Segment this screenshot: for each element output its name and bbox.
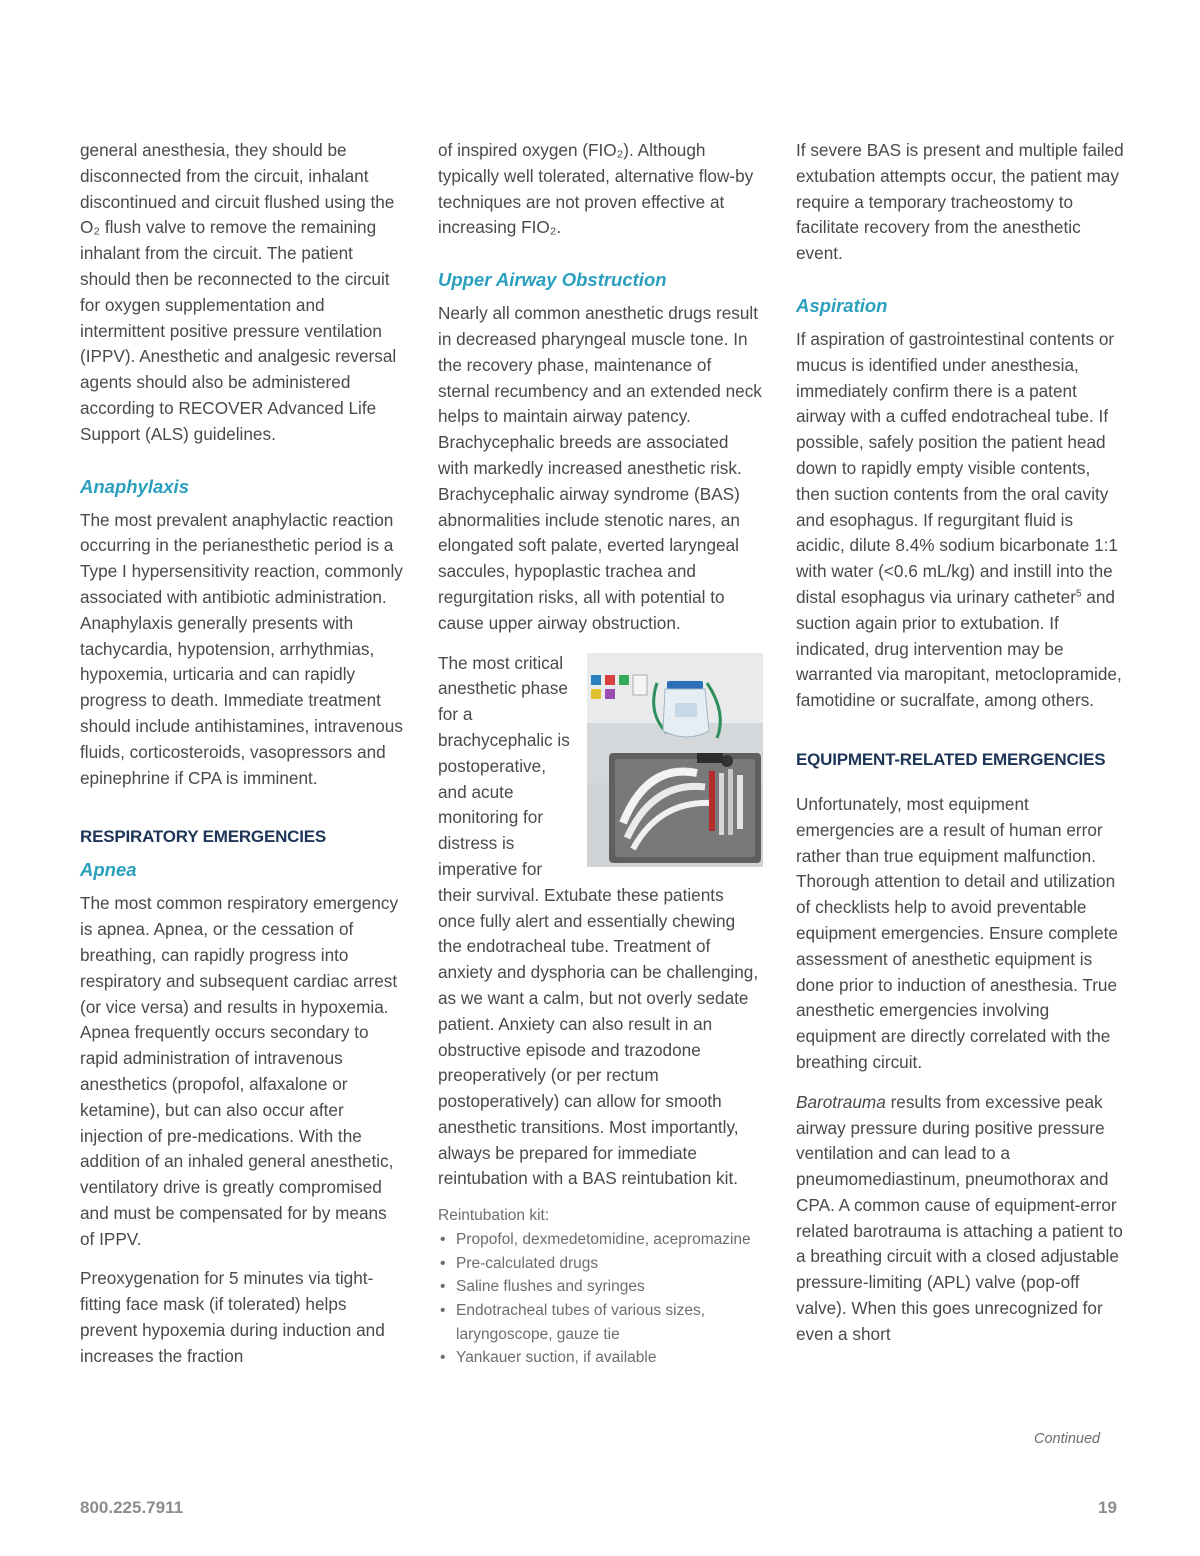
aspiration-paragraph xyxy=(796,327,1126,714)
list-item: • Yankauer suction, if available xyxy=(438,1346,763,1370)
preoxygenation-paragraph: Preoxygenation for 5 minutes via tight-fitting face mask (if tolerated) helps prevent hypoxemia during induction and increases the fraction xyxy=(80,1268,385,1366)
footnote-reference: 5 xyxy=(1075,588,1082,600)
footer-phone: 800.225.7911 xyxy=(80,1498,184,1517)
continued-label: Continued xyxy=(1034,1431,1101,1447)
column-2 xyxy=(438,138,763,1370)
apnea-heading: Apnea xyxy=(80,859,137,881)
equipment-emergencies-heading: EQUIPMENT-RELATED EMERGENCIES xyxy=(796,749,1106,769)
anaphylaxis-paragraph: The most prevalent anaphylactic reaction occurring in the perianesthetic period is a Type I hypersensitivity reaction, commonly associated with antibiotic administration. Anaphylaxis generally presents with tachycardia, hypotension, arrhythmias, hypoxemia, urticaria and can rapidly progress to death. Immediate treatment should include antihistamines, intravenous fluids, corticosteroids, vasopressors and epinephrine if CPA is imminent. xyxy=(80,509,403,788)
list-item: • Pre-calculated drugs xyxy=(438,1252,763,1276)
column-1 xyxy=(80,138,405,1370)
upper-airway-heading: Upper Airway Obstruction xyxy=(438,269,667,291)
aspiration-text-part2: and suction again prior to extubation. If indicated, drug intervention may be warranted via maropitant, metoclopramide, famotidine or sucralfate, among others. xyxy=(796,586,1122,711)
equipment-paragraph: Unfortunately, most equipment emergencies are a result of human error rather than true equipment malfunction. Thorough attention to detail and utilization of checklists help to avoid preventable equipment emergencies. Ensure complete assessment of anesthetic equipment is done prior to induction of anesthesia. True anesthetic emergencies involving equipment are directly correlated with the breathing circuit. xyxy=(796,793,1118,1072)
critical-phase-text: The most critical anesthetic phase for a brachycephalic is postoperative, and acute monitoring for distress is imperative for their survival. Extubate these patients once fully alert and essentially chewing the endotracheal tube. Treatment of anxiety and dysphoria can be challenging, as we want a calm, but not overly sedate patient. Anxiety can also result in an obstructive episode and trazodone preoperatively (or per rectum postoperatively) can allow for smooth anesthetic transitions. Most importantly, always be prepared for immediate reintubation with a BAS reintubation kit. xyxy=(438,652,759,1189)
aspiration-text-part1: If aspiration of gastrointestinal contents or mucus is identified under anesthesia, immediately confirm there is a patent airway with a cuffed endotracheal tube. If possible, safely position the patient head down to rapidly empty visible contents, then suction contents from the oral cavity and esophagus. If regurgitant fluid is acidic, dilute 8.4% sodium bicarbonate 1:1 with water (<0.6 mL/kg) and instill into the distal esophagus via urinary catheter xyxy=(796,328,1118,607)
aspiration-heading: Aspiration xyxy=(796,294,888,316)
reintubation-kit-list xyxy=(438,1228,763,1370)
anaphylaxis-heading: Anaphylaxis xyxy=(80,475,189,497)
barotrauma-paragraph xyxy=(796,1090,1126,1348)
col2-intro-paragraph: of inspired oxygen (FIO₂). Although typically well tolerated, alternative flow-by techniques are not proven effective at increasing FIO₂. xyxy=(438,140,754,238)
barotrauma-text: results from excessive peak airway pressure during positive pressure ventilation and can lead to a pneumomediastinum, pneumothorax and CPA. A common cause of equipment-error related barotrauma is attaching a patient to a breathing circuit with a closed adjustable pressure-limiting (APL) valve (pop-off valve). When this goes unrecognized for even a short xyxy=(796,1091,1123,1344)
reintubation-kit-photo xyxy=(587,653,763,867)
upper-airway-paragraph: Nearly all common anesthetic drugs result in decreased pharyngeal muscle tone. In the recovery phase, maintenance of sternal recumbency and an extended neck helps to maintain airway patency. Brachycephalic breeds are associated with markedly increased anesthetic risk. Brachycephalic airway syndrome (BAS) abnormalities include stenotic nares, an elongated soft palate, everted laryngeal saccules, hypoplastic trachea and regurgitation risks, all with potential to cause upper airway obstruction. xyxy=(438,303,762,633)
barotrauma-term: Barotrauma xyxy=(796,1091,886,1112)
reintubation-kit-title: Reintubation kit: xyxy=(438,1207,550,1225)
list-item: • Propofol, dexmedetomidine, acepromazine xyxy=(438,1228,763,1252)
col1-intro-paragraph: general anesthesia, they should be disconnected from the circuit, inhalant discontinued and circuit flushed using the O₂ flush valve to remove the remaining inhalant from the circuit. The patient should then be reconnected to the circuit for oxygen supplementation and intermittent positive pressure ventilation (IPPV). Anesthetic and analgesic reversal agents should also be administered according to RECOVER Advanced Life Support (ALS) guidelines. xyxy=(80,140,397,444)
col3-intro-paragraph: If severe BAS is present and multiple failed extubation attempts occur, the patient may require a temporary tracheostomy to facilitate recovery from the anesthetic event. xyxy=(796,140,1124,264)
list-item: • Endotracheal tubes of various sizes, laryngoscope, gauze tie xyxy=(438,1299,763,1346)
column-3 xyxy=(796,138,1126,1348)
critical-phase-paragraph xyxy=(438,651,763,1193)
respiratory-emergencies-heading: RESPIRATORY EMERGENCIES xyxy=(80,827,327,847)
page-number: 19 xyxy=(1098,1498,1117,1517)
apnea-paragraph: The most common respiratory emergency is apnea. Apnea, or the cessation of breathing, can rapidly progress into respiratory and subsequent cardiac arrest (or vice versa) and results in hypoxemia. Apnea frequently occurs secondary to rapid administration of intravenous anesthetics (propofol, alfaxalone or ketamine), but can also occur after injection of pre-medications. With the addition of an inhaled general anesthetic, ventilatory drive is greatly compromised and must be compensated for by means of IPPV. xyxy=(80,893,399,1249)
list-item: • Saline flushes and syringes xyxy=(438,1275,763,1299)
